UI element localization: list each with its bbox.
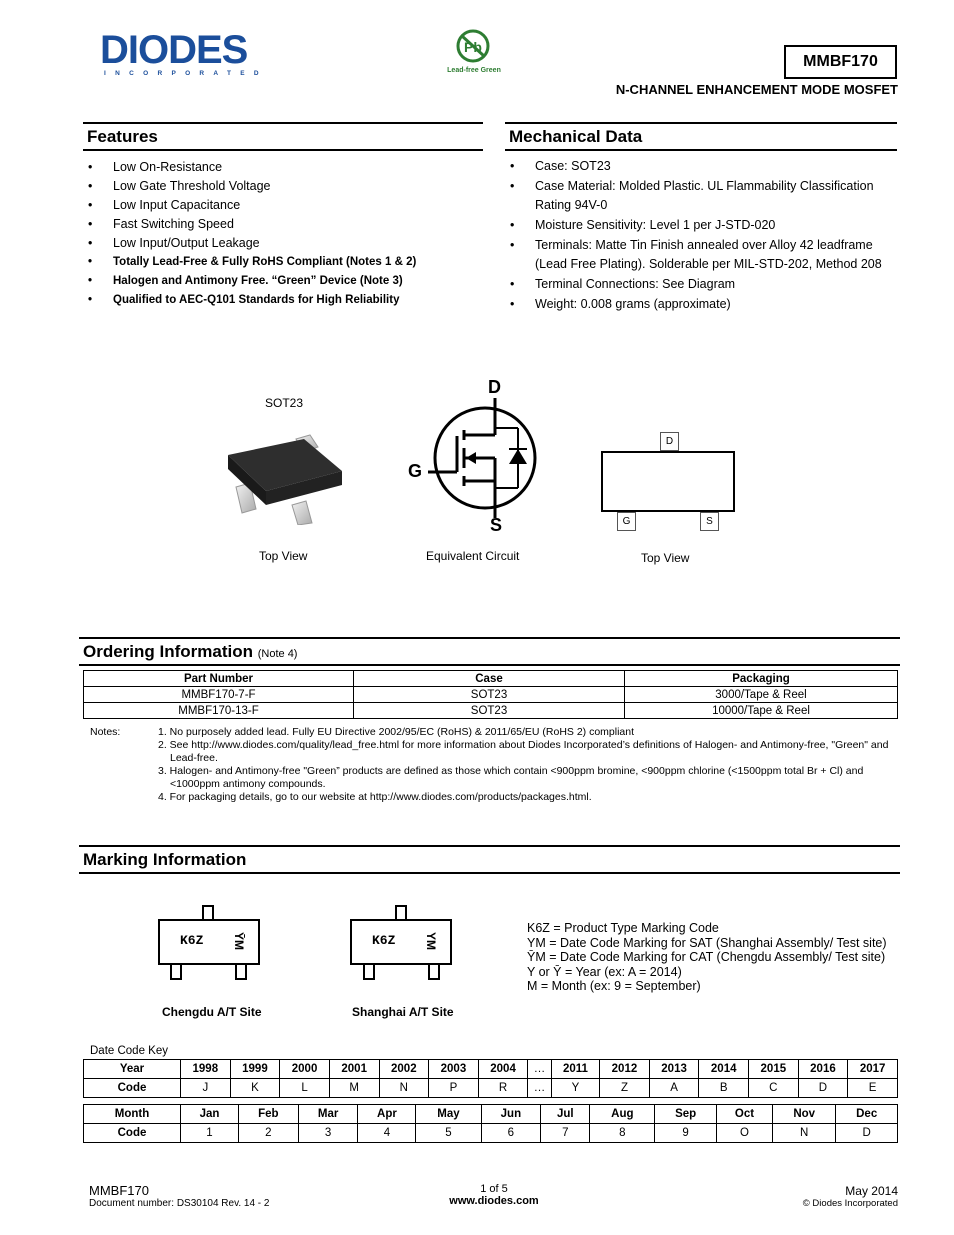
svg-text:Pb: Pb xyxy=(464,39,482,55)
month-row-label: Month xyxy=(84,1105,181,1124)
feature-item: • Fast Switching Speed xyxy=(83,217,483,231)
feature-item: • Totally Lead-Free & Fully RoHS Compliant (Notes 1 & 2) xyxy=(83,255,483,269)
year-cell: 2015 xyxy=(749,1060,799,1079)
ordering-heading xyxy=(79,637,900,666)
footer-page: 1 of 5 xyxy=(480,1183,508,1195)
year-code-cell: P xyxy=(429,1079,479,1098)
mechanical-item: • Terminal Connections: See Diagram xyxy=(505,275,897,294)
year-code-cell: D xyxy=(798,1079,848,1098)
lead-free-label: Lead-free Green xyxy=(447,67,501,74)
month-code-cell: 6 xyxy=(481,1124,541,1143)
marking-legend-line: YM = Date Code Marking for SAT (Shanghai Assembly/ Test site) xyxy=(527,935,887,950)
top-view-caption-2: Top View xyxy=(641,551,690,565)
year-cell: … xyxy=(528,1060,551,1079)
note-item: 3. Halogen- and Antimony-free "Green” products are defined as those which contain <900ppm bromine, <900ppm chlorine (<1500ppm total Br + Cl) and <1000ppm antimony compounds. xyxy=(158,765,864,790)
year-cell: 2011 xyxy=(551,1060,599,1079)
month-cell: Feb xyxy=(239,1105,299,1124)
month-cell: Oct xyxy=(716,1105,772,1124)
chengdu-marking-outline xyxy=(158,919,260,965)
marking-pin-top xyxy=(395,905,407,920)
mechanical-heading: Mechanical Data xyxy=(505,122,897,151)
year-row xyxy=(84,1060,898,1079)
diodes-logo-subtitle: INCORPORATED xyxy=(104,70,268,77)
year-code-cell: L xyxy=(280,1079,330,1098)
chengdu-date-code: ȲM xyxy=(232,932,246,950)
month-cell: Aug xyxy=(590,1105,655,1124)
date-code-title: Date Code Key xyxy=(90,1045,168,1057)
month-cell: Apr xyxy=(358,1105,416,1124)
code-row-label: Code xyxy=(84,1124,181,1143)
month-cell: Jul xyxy=(541,1105,590,1124)
month-cell: Jun xyxy=(481,1105,541,1124)
diodes-logo: DIODES xyxy=(100,28,248,72)
mechanical-item: • Weight: 0.008 grams (approximate) xyxy=(505,295,897,314)
year-code-cell: A xyxy=(649,1079,699,1098)
shanghai-marking-outline xyxy=(350,919,452,965)
footer-doc-number: Document number: DS30104 Rev. 14 - 2 xyxy=(89,1198,270,1209)
year-code-cell: C xyxy=(749,1079,799,1098)
pin-d-box: D xyxy=(660,432,679,451)
shanghai-marking-code: K6Z xyxy=(372,933,396,948)
year-code-cell: E xyxy=(848,1079,898,1098)
footer-date: May 2014 xyxy=(845,1184,898,1198)
ordering-title: Ordering Information xyxy=(83,642,253,661)
year-cell: 2017 xyxy=(848,1060,898,1079)
year-cell: 2004 xyxy=(478,1060,528,1079)
notes-block xyxy=(90,726,900,806)
footer-part: MMBF170 xyxy=(89,1183,149,1198)
month-cell: May xyxy=(416,1105,481,1124)
year-code-cell: R xyxy=(478,1079,528,1098)
code-row-label: Code xyxy=(84,1079,181,1098)
top-view-caption-1: Top View xyxy=(259,549,308,563)
package-label: SOT23 xyxy=(265,396,304,410)
year-code-cell: Z xyxy=(600,1079,650,1098)
month-cell: Mar xyxy=(298,1105,358,1124)
year-code-cell: … xyxy=(528,1079,551,1098)
ordering-header: Part Number xyxy=(84,671,354,687)
part-number-box: MMBF170 xyxy=(784,45,897,79)
pin-s-box: S xyxy=(700,512,719,531)
marking-pin-bottom-right xyxy=(235,965,247,980)
ordering-cell: MMBF170-13-F xyxy=(84,703,354,719)
month-code-cell: 9 xyxy=(655,1124,717,1143)
year-cell: 2003 xyxy=(429,1060,479,1079)
pin-d-label: D xyxy=(488,377,501,397)
month-code-cell: 3 xyxy=(298,1124,358,1143)
month-code-cell: O xyxy=(716,1124,772,1143)
year-cell: 2016 xyxy=(798,1060,848,1079)
month-code-cell: N xyxy=(773,1124,836,1143)
month-code-cell: 8 xyxy=(590,1124,655,1143)
mechanical-item: • Terminals: Matte Tin Finish annealed over Alloy 42 leadframe (Lead Free Plating). Solderable per MIL-STD-202, Method 208 xyxy=(505,236,897,274)
footer-website: www.diodes.com xyxy=(449,1195,539,1207)
pin-s-label: S xyxy=(490,515,503,535)
year-code-cell: J xyxy=(181,1079,231,1098)
footer-copyright: © Diodes Incorporated xyxy=(802,1198,898,1209)
month-code-table xyxy=(83,1104,898,1143)
year-cell: 2002 xyxy=(379,1060,429,1079)
year-code-cell: B xyxy=(699,1079,749,1098)
year-code-row xyxy=(84,1079,898,1098)
feature-item: • Low Gate Threshold Voltage xyxy=(83,179,483,193)
month-code-cell: 5 xyxy=(416,1124,481,1143)
footer-right xyxy=(803,1184,898,1209)
feature-item: • Low Input/Output Leakage xyxy=(83,236,483,250)
ordering-cell: SOT23 xyxy=(354,687,625,703)
month-code-cell: D xyxy=(836,1124,898,1143)
marking-legend-line: Y or Ȳ = Year (ex: A = 2014) xyxy=(527,964,682,979)
chengdu-site-label: Chengdu A/T Site xyxy=(162,1005,262,1019)
ordering-table xyxy=(83,670,898,719)
marking-pin-top xyxy=(202,905,214,920)
ordering-cell: MMBF170-7-F xyxy=(84,687,354,703)
month-cell: Sep xyxy=(655,1105,717,1124)
pin-g-box: G xyxy=(617,512,636,531)
mosfet-symbol xyxy=(428,398,543,518)
month-row xyxy=(84,1105,898,1124)
footer-center xyxy=(394,1183,594,1207)
shanghai-site-label: Shanghai A/T Site xyxy=(352,1005,454,1019)
month-code-cell: 1 xyxy=(181,1124,239,1143)
note-item: 1. No purposely added lead. Fully EU Directive 2002/95/EC (RoHS) & 2011/65/EU (RoHS 2) compliant xyxy=(158,726,635,738)
month-cell: Nov xyxy=(773,1105,836,1124)
footer-left xyxy=(89,1183,269,1209)
marking-legend xyxy=(527,921,907,994)
note-item: 4. For packaging details, go to our website at http://www.diodes.com/products/packages.html. xyxy=(158,791,592,803)
pin-g-label: G xyxy=(408,461,423,481)
year-code-cell: N xyxy=(379,1079,429,1098)
mechanical-list xyxy=(505,157,897,315)
feature-item: • Low On-Resistance xyxy=(83,160,483,174)
note-item: 2. See http://www.diodes.com/quality/lead_free.html for more information about Diodes Incorporated’s definitions of Halogen- and Antimony-free, "Green" and Lead-free. xyxy=(158,739,889,764)
year-cell: 2013 xyxy=(649,1060,699,1079)
year-cell: 2001 xyxy=(329,1060,379,1079)
ordering-cell: SOT23 xyxy=(354,703,625,719)
marking-heading: Marking Information xyxy=(79,845,900,874)
feature-item: • Halogen and Antimony Free. “Green” Device (Note 3) xyxy=(83,274,483,288)
mechanical-item: • Moisture Sensitivity: Level 1 per J-STD-020 xyxy=(505,216,897,235)
year-cell: 2000 xyxy=(280,1060,330,1079)
features-heading: Features xyxy=(83,122,483,151)
ordering-header: Case xyxy=(354,671,625,687)
year-code-table xyxy=(83,1059,898,1098)
ordering-cell: 3000/Tape & Reel xyxy=(625,687,898,703)
marking-legend-line: M = Month (ex: 9 = September) xyxy=(527,979,701,993)
marking-pin-bottom-left xyxy=(170,965,182,980)
year-code-cell: M xyxy=(329,1079,379,1098)
month-code-row xyxy=(84,1124,898,1143)
mechanical-item: • Case Material: Molded Plastic. UL Flammability Classification Rating 94V-0 xyxy=(505,177,897,215)
lead-free-icon xyxy=(453,28,493,68)
year-code-cell: Y xyxy=(551,1079,599,1098)
features-list xyxy=(83,160,483,312)
mechanical-item: • Case: SOT23 xyxy=(505,157,897,176)
top-view-package-outline xyxy=(601,451,735,512)
sot23-package-image xyxy=(218,425,353,525)
month-cell: Dec xyxy=(836,1105,898,1124)
feature-item: • Low Input Capacitance xyxy=(83,198,483,212)
device-subtitle: N-CHANNEL ENHANCEMENT MODE MOSFET xyxy=(615,82,898,97)
shanghai-date-code: YM xyxy=(424,932,438,950)
year-cell: 2012 xyxy=(600,1060,650,1079)
month-code-cell: 4 xyxy=(358,1124,416,1143)
year-code-cell: K xyxy=(230,1079,280,1098)
marking-legend-line: ȲM = Date Code Marking for CAT (Chengdu Assembly/ Test site) xyxy=(527,950,886,964)
year-cell: 1998 xyxy=(181,1060,231,1079)
month-code-cell: 2 xyxy=(239,1124,299,1143)
marking-pin-bottom-left xyxy=(363,965,375,980)
year-row-label: Year xyxy=(84,1060,181,1079)
ordering-header: Packaging xyxy=(625,671,898,687)
equivalent-circuit-caption: Equivalent Circuit xyxy=(426,549,520,563)
month-cell: Jan xyxy=(181,1105,239,1124)
feature-item: • Qualified to AEC-Q101 Standards for High Reliability xyxy=(83,293,483,307)
year-cell: 2014 xyxy=(699,1060,749,1079)
ordering-cell: 10000/Tape & Reel xyxy=(625,703,898,719)
chengdu-marking-code: K6Z xyxy=(180,933,204,948)
notes-label: Notes: xyxy=(90,726,121,738)
marking-legend-line: K6Z = Product Type Marking Code xyxy=(527,921,719,935)
ordering-note-ref: (Note 4) xyxy=(257,648,298,660)
marking-pin-bottom-right xyxy=(428,965,440,980)
month-code-cell: 7 xyxy=(541,1124,590,1143)
year-cell: 1999 xyxy=(230,1060,280,1079)
